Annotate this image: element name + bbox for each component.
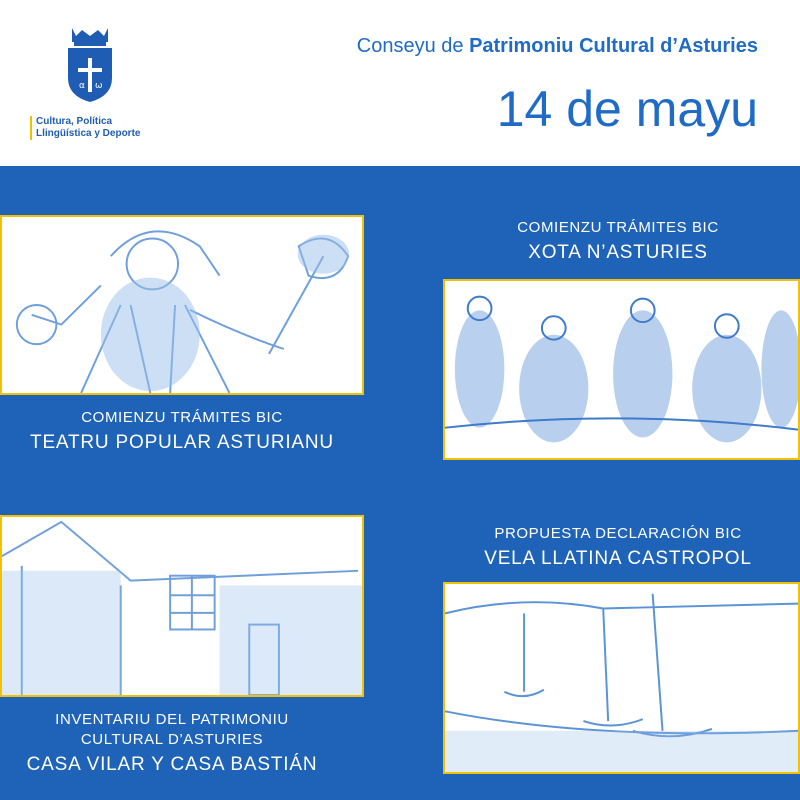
department-line-1: Cultura, Política (36, 116, 113, 127)
svg-text:ω: ω (95, 81, 103, 91)
teatru-popular-status: COMIENZU TRÁMITES BIC (81, 409, 283, 426)
department-name (30, 116, 140, 140)
department-line-2: Llingüística y Deporte (36, 128, 141, 139)
casa-vilar-status-line-2: CULTURAL D’ASTURIES (80, 731, 264, 748)
coat-of-arms-icon (64, 24, 116, 104)
casa-vilar-caption (0, 710, 344, 778)
vela-llatina-status: PROPUESTA DECLARACIÓN BIC (494, 525, 742, 542)
council-name: Patrimoniu Cultural d’Asturies (469, 35, 758, 57)
header (0, 0, 800, 166)
casa-vilar-photo (0, 515, 364, 697)
xota-status: COMIENZU TRÁMITES BIC (517, 219, 719, 236)
teatru-popular-photo (0, 215, 364, 395)
xota-caption (436, 218, 800, 266)
svg-text:α: α (79, 81, 85, 91)
casa-vilar-title: CASA VILAR Y CASA BASTIÁN (26, 754, 318, 775)
xota-photo (443, 279, 800, 460)
event-date: 14 de mayu (496, 81, 758, 137)
xota-title: XOTA N’ASTURIES (528, 242, 708, 263)
teatru-popular-caption (0, 408, 364, 456)
vela-llatina-photo (443, 582, 800, 774)
teatru-popular-title: TEATRU POPULAR ASTURIANU (30, 432, 334, 453)
council-prefix: Conseyu de (356, 35, 464, 57)
casa-vilar-status-line-1: INVENTARIU DEL PATRIMONIU (55, 711, 289, 728)
vela-llatina-caption (436, 524, 800, 572)
council-title (357, 35, 758, 58)
vela-llatina-title: VELA LLATINA CASTROPOL (484, 548, 752, 569)
